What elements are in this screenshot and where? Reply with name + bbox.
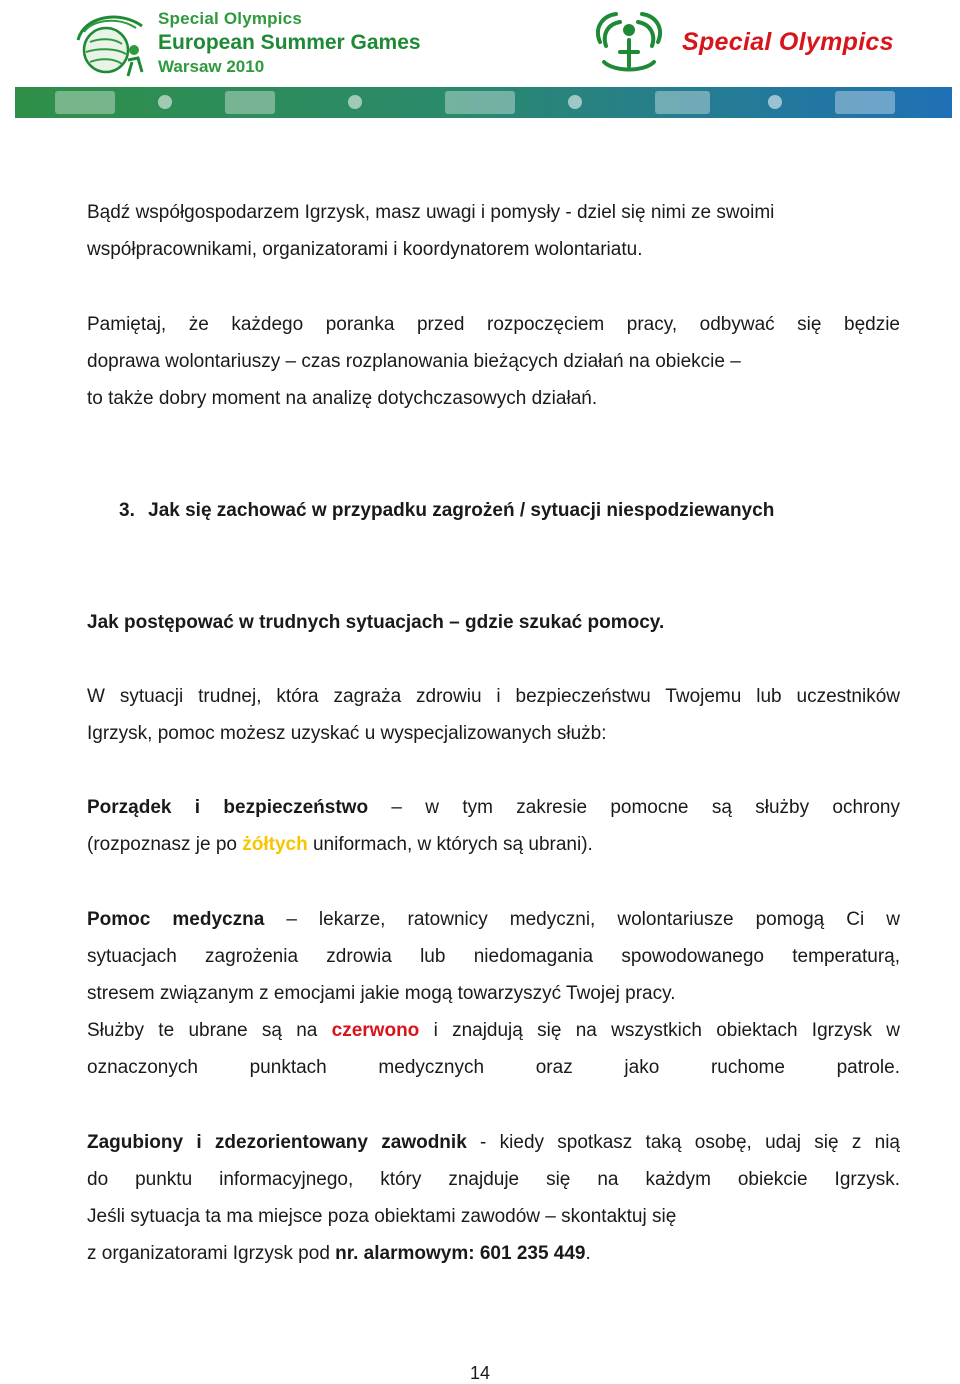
intro-line-2: współpracownikami, organizatorami i koordynatorem wolontariatu. <box>87 239 643 260</box>
situations-line-2: Igrzysk, pomoc możesz uzyskać u wyspecjalizowanych służb: <box>87 723 607 744</box>
security-term: Porządek i bezpieczeństwo <box>87 797 369 818</box>
medical-line-2: sytuacjach zagrożenia zdrowia lub niedomagania spowodowanego temperaturą, <box>87 946 900 967</box>
morning-briefing-paragraph <box>87 306 900 417</box>
special-olympics-emblem-icon <box>586 6 672 80</box>
medical-line-4-end: i znajdują się na wszystkich obiektach Igrzysk w <box>419 1020 900 1041</box>
section-number: 3. <box>119 500 135 521</box>
page-header <box>0 0 960 120</box>
difficult-situations-paragraph <box>87 678 900 752</box>
section-heading <box>119 492 909 529</box>
special-olympics-wordmark: Special Olympics <box>682 28 894 56</box>
lost-term: Zagubiony i zdezorientowany zawodnik <box>87 1132 467 1153</box>
brand-line-1: Special Olympics <box>158 9 302 28</box>
brand-title <box>158 10 421 75</box>
briefing-line-2: doprawa wolontariuszy – czas rozplanowania bieżących działań na obiekcie – <box>87 351 741 372</box>
security-line-1-rest: – w tym zakresie pomocne są służby ochrony <box>391 797 900 818</box>
brand-line-2: European Summer Games <box>158 31 421 54</box>
yellow-highlight: żółtych <box>242 834 308 855</box>
lost-line-1-rest: - kiedy spotkasz taką osobę, udaj się z nią <box>466 1132 900 1153</box>
lost-line-2: do punktu informacyjnego, który znajduje się na każdym obiekcie Igrzysk. <box>87 1169 900 1190</box>
lost-line-4 <box>87 1235 900 1272</box>
page-number: 14 <box>469 1363 491 1383</box>
alarm-number: nr. alarmowym: 601 235 449 <box>335 1243 586 1264</box>
medical-line-1-rest: – lekarze, ratownicy medyczni, wolontariusze pomogą Ci w <box>286 909 900 930</box>
briefing-line-1: Pamiętaj, że każdego poranka przed rozpoczęciem pracy, odbywać się będzie <box>87 314 900 335</box>
intro-paragraph <box>87 194 900 268</box>
lost-line-4-end: . <box>585 1243 591 1264</box>
medical-line-4-start: Służby te ubrane są na <box>87 1020 332 1041</box>
lost-athlete-paragraph <box>87 1124 900 1272</box>
sub-heading: Jak postępować w trudnych sytuacjach – gdzie szukać pomocy. <box>87 612 665 633</box>
header-decorative-band <box>15 87 952 118</box>
lost-line-1 <box>87 1124 900 1161</box>
lost-line-4-start: z organizatorami Igrzysk pod <box>87 1243 336 1264</box>
european-games-logo-icon <box>70 10 152 84</box>
red-highlight: czerwono <box>331 1020 420 1041</box>
lost-line-3: Jeśli sytuacja ta ma miejsce poza obiektami zawodów – skontaktuj się <box>87 1206 677 1227</box>
brand-line-3: Warsaw 2010 <box>158 57 265 76</box>
intro-line-1: Bądź współgospodarzem Igrzysk, masz uwagi i pomysły - dziel się nimi ze swoimi <box>87 202 775 223</box>
medical-line-5: oznaczonych punktach medycznych oraz jako ruchome patrole. <box>87 1057 900 1078</box>
security-line-2-start: (rozpoznasz je po <box>87 834 243 855</box>
medical-line-4 <box>87 1012 900 1049</box>
security-line-1 <box>87 789 900 826</box>
section-title: Jak się zachować w przypadku zagrożeń / sytuacji niespodziewanych <box>148 500 775 521</box>
security-line-2 <box>87 826 900 863</box>
security-line-2-end: uniformach, w których są ubrani). <box>307 834 593 855</box>
medical-paragraph <box>87 901 900 1086</box>
situations-line-1: W sytuacji trudnej, która zagraża zdrowiu i bezpieczeństwu Twojemu lub uczestników <box>87 686 900 707</box>
medical-term: Pomoc medyczna <box>87 909 265 930</box>
briefing-line-3: to także dobry moment na analizę dotychczasowych działań. <box>87 388 598 409</box>
medical-line-1 <box>87 901 900 938</box>
security-paragraph <box>87 789 900 863</box>
medical-line-3: stresem związanym z emocjami jakie mogą towarzyszyć Twojej pracy. <box>87 983 676 1004</box>
